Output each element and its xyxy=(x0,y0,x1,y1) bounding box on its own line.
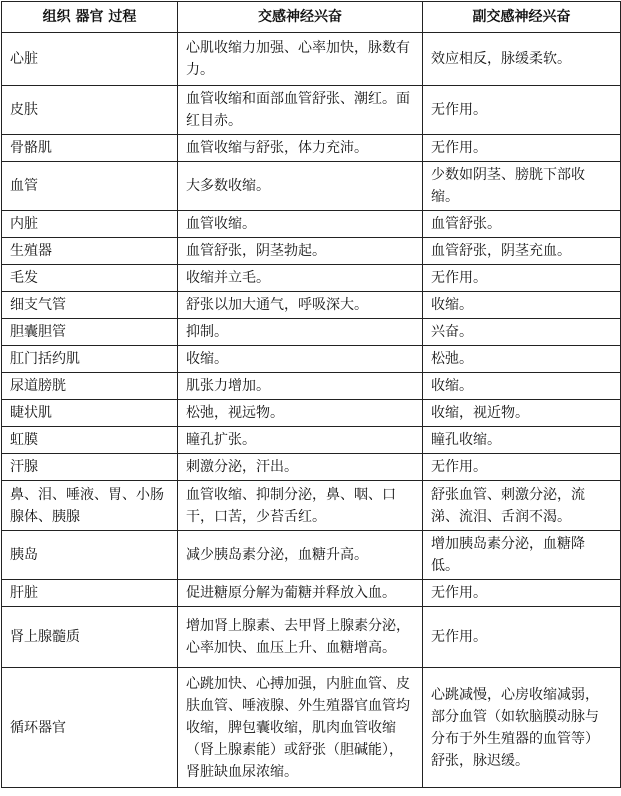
parasympathetic-effect-cell: 无作用。 xyxy=(423,86,621,135)
parasympathetic-effect-cell: 无作用。 xyxy=(423,135,621,162)
table-row xyxy=(2,454,621,481)
table-row xyxy=(2,135,621,162)
sympathetic-effect-cell: 血管收缩。 xyxy=(178,211,423,238)
sympathetic-effect-cell: 刺激分泌，汗出。 xyxy=(178,454,423,481)
table-row xyxy=(2,580,621,607)
table-row xyxy=(2,319,621,346)
sympathetic-effect-cell: 心跳加快、心搏加强，内脏血管、皮肤血管、唾液腺、外生殖器官血管均收缩，脾包囊收缩，肌肉血管收缩（肾上腺素能）或舒张（胆碱能），肾脏缺血尿浓缩。 xyxy=(178,668,423,788)
organ-cell: 骨骼肌 xyxy=(2,135,178,162)
organ-cell: 生殖器 xyxy=(2,238,178,265)
table-row xyxy=(2,346,621,373)
sympathetic-effect-cell: 肌张力增加。 xyxy=(178,373,423,400)
organ-cell: 胆囊胆管 xyxy=(2,319,178,346)
organ-cell: 肛门括约肌 xyxy=(2,346,178,373)
sympathetic-effect-cell: 血管收缩和面部血管舒张、潮红。面红目赤。 xyxy=(178,86,423,135)
header-organ: 组织 器官 过程 xyxy=(2,2,178,33)
organ-cell: 血管 xyxy=(2,162,178,211)
parasympathetic-effect-cell: 少数如阴茎、膀胱下部收缩。 xyxy=(423,162,621,211)
sympathetic-effect-cell: 舒张以加大通气，呼吸深大。 xyxy=(178,292,423,319)
parasympathetic-effect-cell: 增加胰岛素分泌，血糖降低。 xyxy=(423,531,621,580)
organ-cell: 汗腺 xyxy=(2,454,178,481)
sympathetic-effect-cell: 血管舒张，阴茎勃起。 xyxy=(178,238,423,265)
sympathetic-effect-cell: 收缩并立毛。 xyxy=(178,265,423,292)
organ-cell: 肾上腺髓质 xyxy=(2,607,178,668)
table-row xyxy=(2,292,621,319)
comparison-table xyxy=(1,1,621,788)
sympathetic-effect-cell: 促进糖原分解为葡糖并释放入血。 xyxy=(178,580,423,607)
parasympathetic-effect-cell: 效应相反，脉缓柔软。 xyxy=(423,33,621,86)
sympathetic-effect-cell: 血管收缩与舒张，体力充沛。 xyxy=(178,135,423,162)
parasympathetic-effect-cell: 收缩，视近物。 xyxy=(423,400,621,427)
table-row xyxy=(2,668,621,788)
parasympathetic-effect-cell: 心跳减慢，心房收缩减弱，部分血管（如软脑膜动脉与分布于外生殖器的血管等）舒张，脉迟缓。 xyxy=(423,668,621,788)
organ-cell: 虹膜 xyxy=(2,427,178,454)
table-body xyxy=(2,33,621,788)
table-row xyxy=(2,481,621,531)
parasympathetic-effect-cell: 收缩。 xyxy=(423,373,621,400)
sympathetic-effect-cell: 减少胰岛素分泌，血糖升高。 xyxy=(178,531,423,580)
table-row xyxy=(2,531,621,580)
sympathetic-effect-cell: 松弛，视远物。 xyxy=(178,400,423,427)
organ-cell: 内脏 xyxy=(2,211,178,238)
header-row xyxy=(2,2,621,33)
parasympathetic-effect-cell: 血管舒张。 xyxy=(423,211,621,238)
sympathetic-effect-cell: 抑制。 xyxy=(178,319,423,346)
table-row xyxy=(2,33,621,86)
organ-cell: 细支气管 xyxy=(2,292,178,319)
table-row xyxy=(2,86,621,135)
parasympathetic-effect-cell: 无作用。 xyxy=(423,265,621,292)
parasympathetic-effect-cell: 血管舒张，阴茎充血。 xyxy=(423,238,621,265)
sympathetic-effect-cell: 收缩。 xyxy=(178,346,423,373)
table-row xyxy=(2,211,621,238)
organ-cell: 循环器官 xyxy=(2,668,178,788)
table-row xyxy=(2,162,621,211)
header-parasympathetic: 副交感神经兴奋 xyxy=(423,2,621,33)
organ-cell: 心脏 xyxy=(2,33,178,86)
organ-cell: 皮肤 xyxy=(2,86,178,135)
table-row xyxy=(2,238,621,265)
table-row xyxy=(2,400,621,427)
sympathetic-effect-cell: 增加肾上腺素、去甲肾上腺素分泌，心率加快、血压上升、血糖增高。 xyxy=(178,607,423,668)
table-row xyxy=(2,265,621,292)
sympathetic-effect-cell: 瞳孔扩张。 xyxy=(178,427,423,454)
organ-cell: 胰岛 xyxy=(2,531,178,580)
organ-cell: 尿道膀胱 xyxy=(2,373,178,400)
parasympathetic-effect-cell: 无作用。 xyxy=(423,607,621,668)
parasympathetic-effect-cell: 瞳孔收缩。 xyxy=(423,427,621,454)
sympathetic-effect-cell: 大多数收缩。 xyxy=(178,162,423,211)
organ-cell: 睫状肌 xyxy=(2,400,178,427)
sympathetic-effect-cell: 血管收缩、抑制分泌，鼻、咽、口干，口苦，少苔舌红。 xyxy=(178,481,423,531)
header-sympathetic: 交感神经兴奋 xyxy=(178,2,423,33)
parasympathetic-effect-cell: 无作用。 xyxy=(423,454,621,481)
parasympathetic-effect-cell: 松弛。 xyxy=(423,346,621,373)
table-row xyxy=(2,427,621,454)
table-header xyxy=(2,2,621,33)
organ-cell: 肝脏 xyxy=(2,580,178,607)
table-row xyxy=(2,373,621,400)
parasympathetic-effect-cell: 无作用。 xyxy=(423,580,621,607)
sympathetic-effect-cell: 心肌收缩力加强、心率加快，脉数有力。 xyxy=(178,33,423,86)
parasympathetic-effect-cell: 兴奋。 xyxy=(423,319,621,346)
organ-cell: 毛发 xyxy=(2,265,178,292)
organ-cell: 鼻、泪、唾液、胃、小肠腺体、胰腺 xyxy=(2,481,178,531)
parasympathetic-effect-cell: 收缩。 xyxy=(423,292,621,319)
table-row xyxy=(2,607,621,668)
parasympathetic-effect-cell: 舒张血管、刺激分泌，流涕、流泪、舌润不渴。 xyxy=(423,481,621,531)
